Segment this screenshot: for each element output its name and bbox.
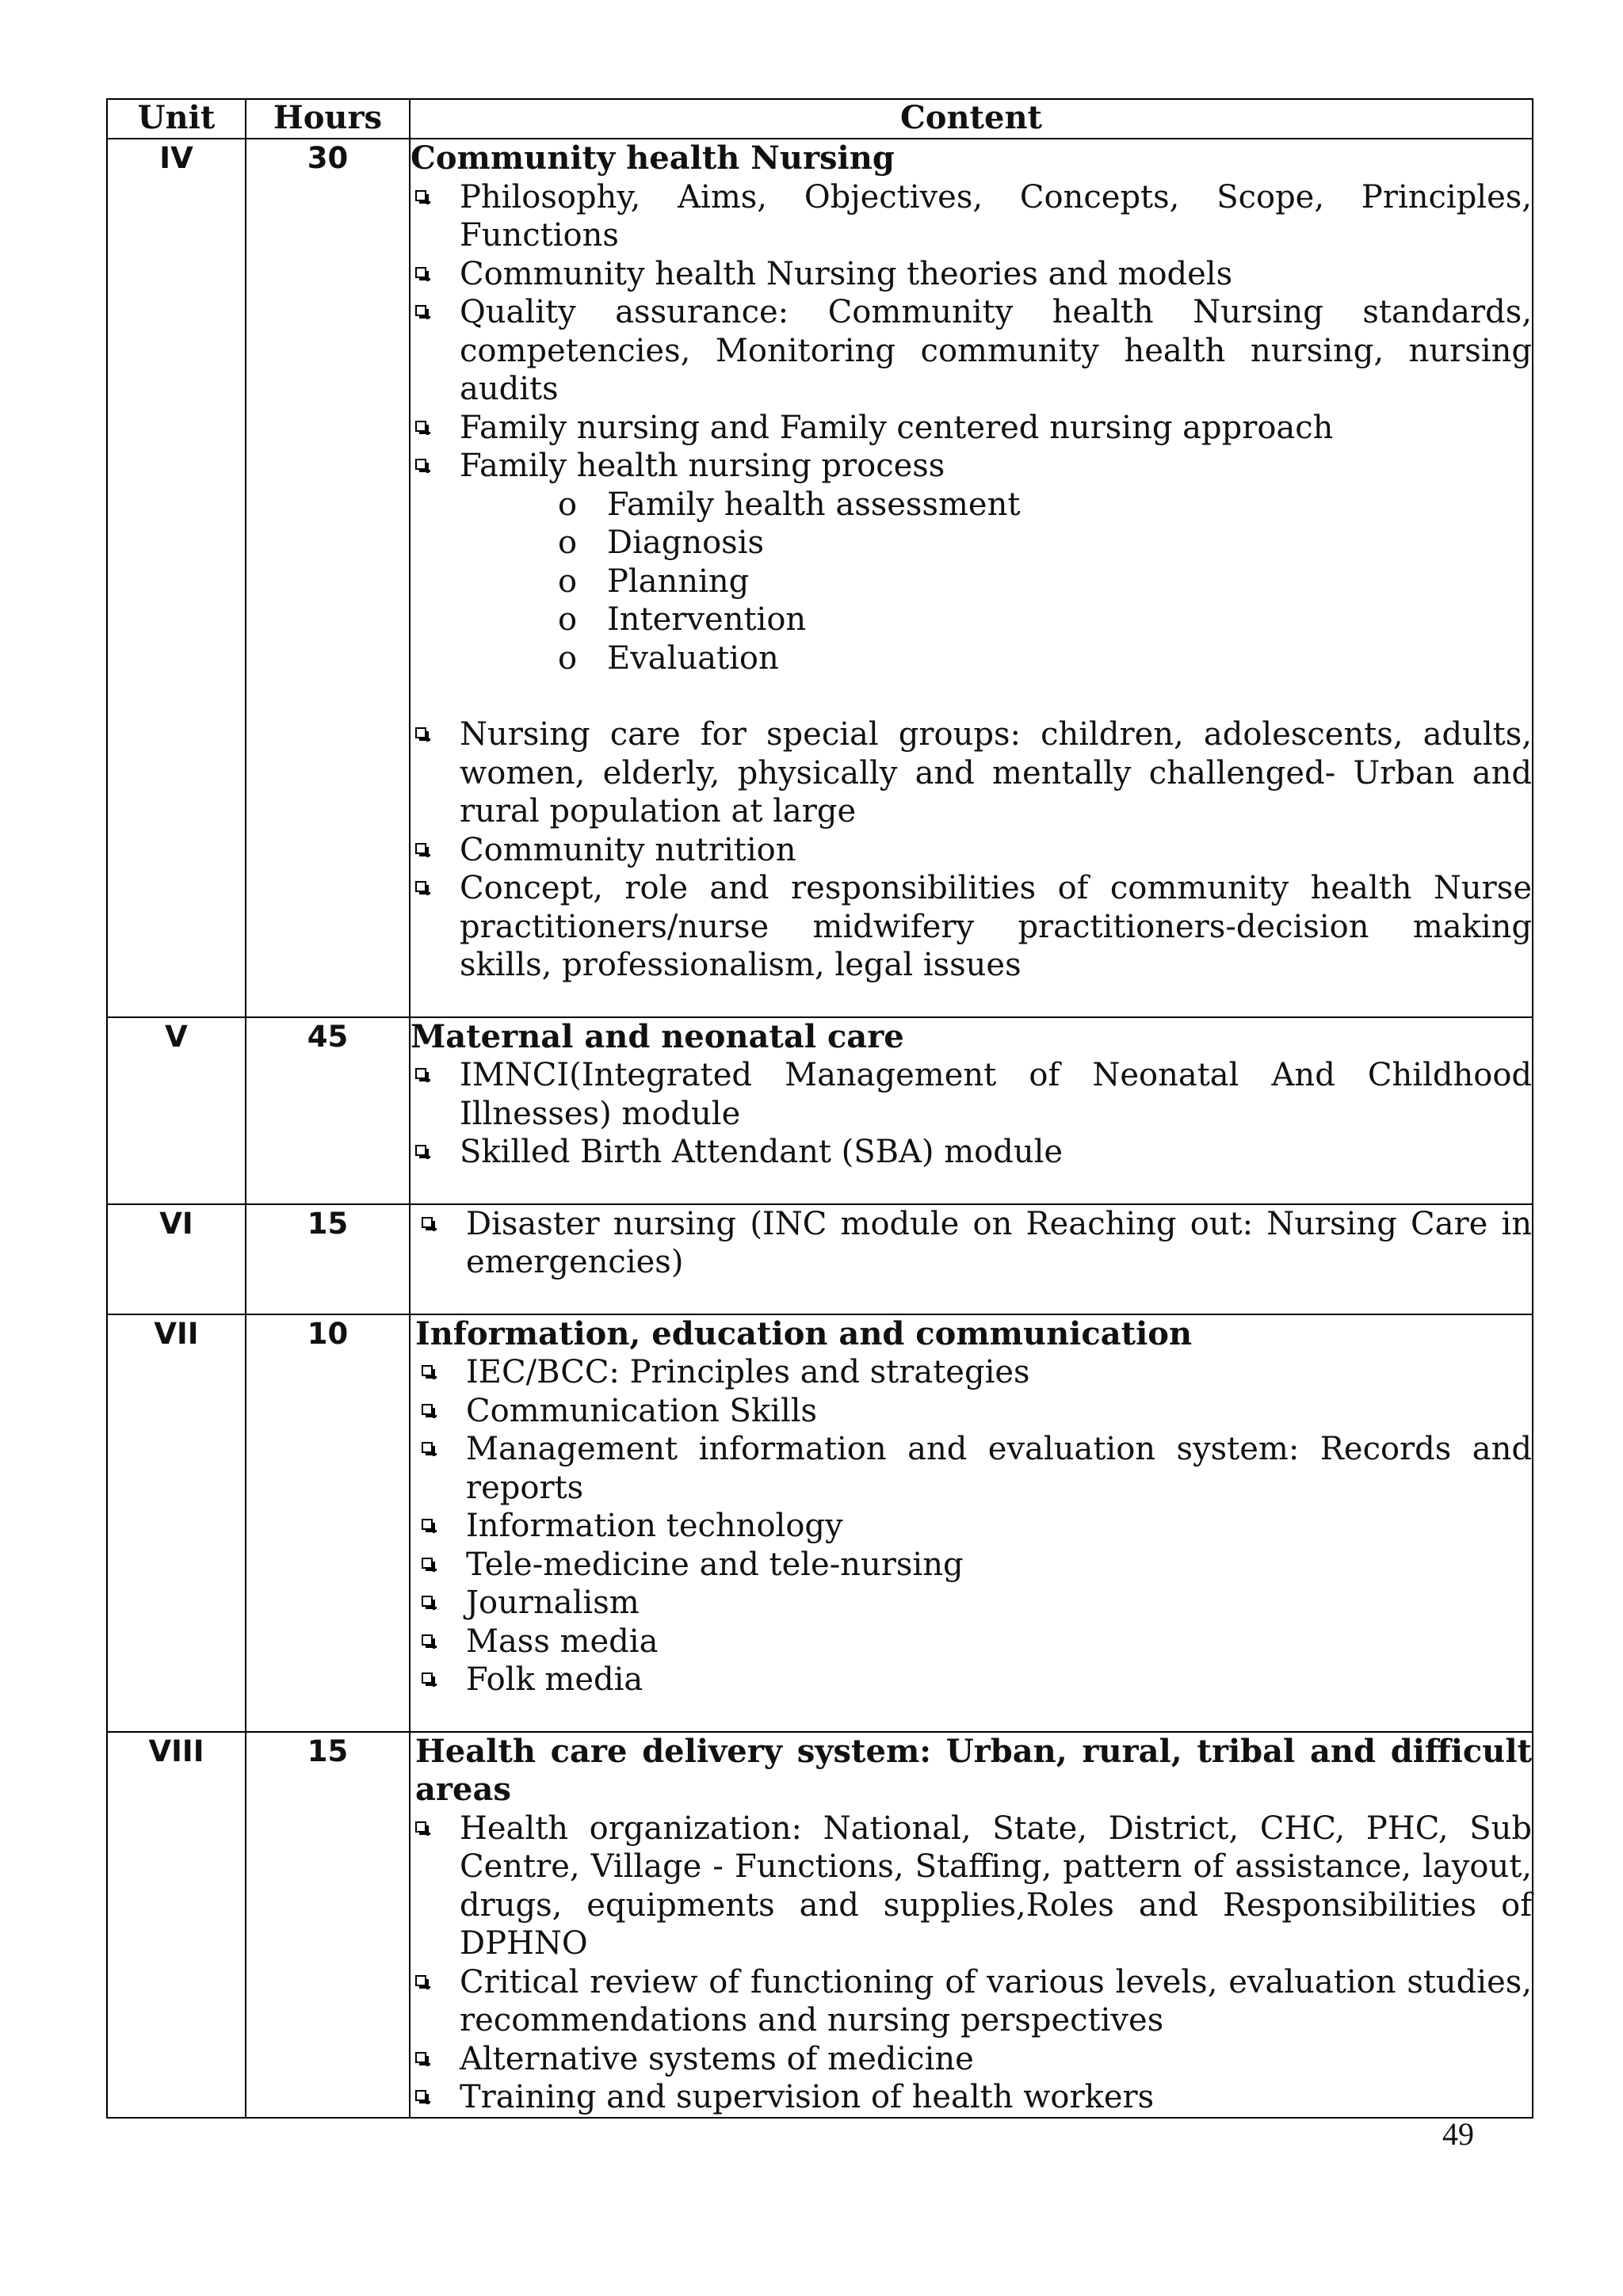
- list-item-text: Mass media: [466, 1623, 659, 1660]
- list-item: [411, 1392, 1532, 1431]
- content-cell: [410, 1204, 1533, 1314]
- spacer: [411, 1699, 1532, 1731]
- list-item-text: IMNCI(Integrated Management of Neonatal And Childhood Illnesses) module: [460, 1057, 1532, 1132]
- list-item: [411, 1584, 1532, 1623]
- square-bullet-icon: [415, 2090, 426, 2101]
- sub-list-item: [411, 601, 1532, 639]
- header-content: Content: [410, 99, 1533, 139]
- sub-list-item-text: Evaluation: [607, 639, 779, 677]
- sub-list-item: [411, 524, 1532, 563]
- square-bullet-icon: [422, 1365, 433, 1376]
- list-item: [411, 715, 1532, 831]
- square-bullet-icon: [415, 2052, 426, 2063]
- sub-list-item: [411, 639, 1532, 678]
- circle-bullet-icon: o: [558, 563, 578, 600]
- list-item-text: Critical review of functioning of various levels, evaluation studies, recommendations and nursing perspectives: [460, 1963, 1532, 2039]
- list-item: [411, 255, 1532, 294]
- list-item: [411, 1661, 1532, 1699]
- spacer: [411, 677, 1532, 715]
- hours-cell: 30: [246, 139, 410, 1017]
- square-bullet-icon: [415, 727, 426, 738]
- spacer: [411, 1172, 1532, 1203]
- circle-bullet-icon: o: [558, 639, 578, 677]
- list-item: [411, 2078, 1532, 2117]
- sub-topic-list: [411, 486, 1532, 678]
- list-item: [411, 1353, 1532, 1392]
- sub-list-item: [411, 486, 1532, 524]
- topic-list: [411, 1056, 1532, 1172]
- hours-cell: 10: [246, 1314, 410, 1732]
- table-header-row: [107, 99, 1533, 139]
- table-row: [107, 139, 1533, 1017]
- header-hours: Hours: [246, 99, 410, 139]
- list-item: [411, 2040, 1532, 2079]
- list-item: [411, 178, 1532, 255]
- section-title: Health care delivery system: Urban, rural, tribal and difficult areas: [415, 1732, 1532, 1808]
- square-bullet-icon: [415, 305, 426, 316]
- table-row: [107, 1314, 1533, 1732]
- topic-list: [411, 1205, 1532, 1282]
- square-bullet-icon: [422, 1519, 433, 1530]
- square-bullet-icon: [415, 1975, 426, 1986]
- square-bullet-icon: [415, 267, 426, 278]
- page-number: 49: [1442, 2116, 1474, 2152]
- header-unit: Unit: [107, 99, 246, 139]
- square-bullet-icon: [415, 421, 426, 432]
- square-bullet-icon: [422, 1596, 433, 1607]
- square-bullet-icon: [415, 1145, 426, 1156]
- content-cell: [410, 139, 1533, 1017]
- square-bullet-icon: [422, 1217, 433, 1228]
- syllabus-table: [106, 98, 1533, 2119]
- sub-list-item-text: Planning: [607, 563, 750, 600]
- hours-cell: 15: [246, 1732, 410, 2118]
- list-item-text: Information technology: [466, 1508, 843, 1544]
- square-bullet-icon: [422, 1558, 433, 1569]
- section-title: Information, education and communication: [415, 1314, 1193, 1352]
- list-item-text: Nursing care for special groups: children, adolescents, adults, women, elderly, physically and mentally challenged- Urban and rural population at large: [460, 716, 1532, 830]
- sub-list-item-text: Diagnosis: [607, 524, 765, 561]
- square-bullet-icon: [422, 1442, 433, 1453]
- topic-list: [411, 715, 1532, 985]
- list-item: [411, 1546, 1532, 1585]
- unit-cell: IV: [107, 139, 246, 1017]
- list-item-text: Skilled Birth Attendant (SBA) module: [460, 1134, 1064, 1170]
- topic-list: [411, 1810, 1532, 2117]
- content-cell: [410, 1314, 1533, 1732]
- table-row: [107, 1732, 1533, 2118]
- square-bullet-icon: [422, 1404, 433, 1415]
- list-item-text: Community nutrition: [460, 831, 796, 868]
- unit-cell: VII: [107, 1314, 246, 1732]
- list-item-text: Communication Skills: [466, 1392, 818, 1429]
- spacer: [411, 985, 1532, 1016]
- unit-cell: VIII: [107, 1732, 246, 2118]
- circle-bullet-icon: o: [558, 524, 578, 561]
- list-item: [411, 1205, 1532, 1282]
- list-item-text: IEC/BCC: Principles and strategies: [466, 1354, 1030, 1390]
- list-item-text: Folk media: [466, 1661, 643, 1698]
- content-cell: [410, 1017, 1533, 1204]
- section-title: Maternal and neonatal care: [411, 1017, 904, 1055]
- content-cell: [410, 1732, 1533, 2118]
- list-item-text: Training and supervision of health workers: [460, 2079, 1155, 2115]
- list-item: [411, 869, 1532, 985]
- list-item-text: Concept, role and responsibilities of community health Nurse practitioners/nurse midwifery practitioners-decision making skills, professionalism, legal issues: [460, 870, 1532, 983]
- list-item-text: Management information and evaluation system: Records and reports: [466, 1431, 1532, 1506]
- list-item: [411, 831, 1532, 870]
- list-item: [411, 293, 1532, 409]
- list-item: [411, 1810, 1532, 1963]
- list-item: [411, 1623, 1532, 1661]
- topic-list: [411, 178, 1532, 486]
- list-item-text: Disaster nursing (INC module on Reaching out: Nursing Care in emergencies): [466, 1205, 1532, 1280]
- section-title: Community health Nursing: [411, 139, 895, 177]
- sub-list-item-text: Intervention: [607, 601, 807, 638]
- list-item-text: Family nursing and Family centered nursing approach: [460, 409, 1334, 446]
- square-bullet-icon: [415, 190, 426, 201]
- list-item: [411, 409, 1532, 448]
- list-item: [411, 1133, 1532, 1172]
- list-item: [411, 1056, 1532, 1133]
- list-item-text: Quality assurance: Community health Nursing standards, competencies, Monitoring community health nursing, nursing audits: [460, 294, 1532, 407]
- square-bullet-icon: [415, 1068, 426, 1079]
- unit-cell: VI: [107, 1204, 246, 1314]
- square-bullet-icon: [422, 1672, 433, 1684]
- unit-cell: V: [107, 1017, 246, 1204]
- list-item: [411, 1507, 1532, 1546]
- square-bullet-icon: [415, 1821, 426, 1833]
- topic-list: [411, 1353, 1532, 1699]
- list-item: [411, 1430, 1532, 1507]
- spacer: [411, 1282, 1532, 1314]
- list-item-text: Philosophy, Aims, Objectives, Concepts, Scope, Principles, Functions: [460, 178, 1532, 254]
- list-item-text: Health organization: National, State, District, CHC, PHC, Sub Centre, Village - Functions, Staffing, pattern of assistance, layout, drugs, equipments and supplies,Roles and Responsibilities of DPHNO: [460, 1810, 1532, 1962]
- table-row: [107, 1017, 1533, 1204]
- sub-list-item: [411, 563, 1532, 601]
- square-bullet-icon: [415, 459, 426, 470]
- list-item-text: Community health Nursing theories and models: [460, 255, 1233, 292]
- circle-bullet-icon: o: [558, 601, 578, 638]
- square-bullet-icon: [415, 881, 426, 892]
- table-row: [107, 1204, 1533, 1314]
- list-item-text: Journalism: [466, 1585, 640, 1621]
- square-bullet-icon: [422, 1634, 433, 1646]
- list-item-text: Tele-medicine and tele-nursing: [466, 1546, 964, 1583]
- list-item: [411, 447, 1532, 486]
- list-item-text: Alternative systems of medicine: [460, 2040, 974, 2077]
- square-bullet-icon: [415, 843, 426, 854]
- sub-list-item-text: Family health assessment: [607, 486, 1021, 523]
- hours-cell: 15: [246, 1204, 410, 1314]
- hours-cell: 45: [246, 1017, 410, 1204]
- list-item: [411, 1963, 1532, 2040]
- circle-bullet-icon: o: [558, 486, 578, 523]
- list-item-text: Family health nursing process: [460, 448, 945, 484]
